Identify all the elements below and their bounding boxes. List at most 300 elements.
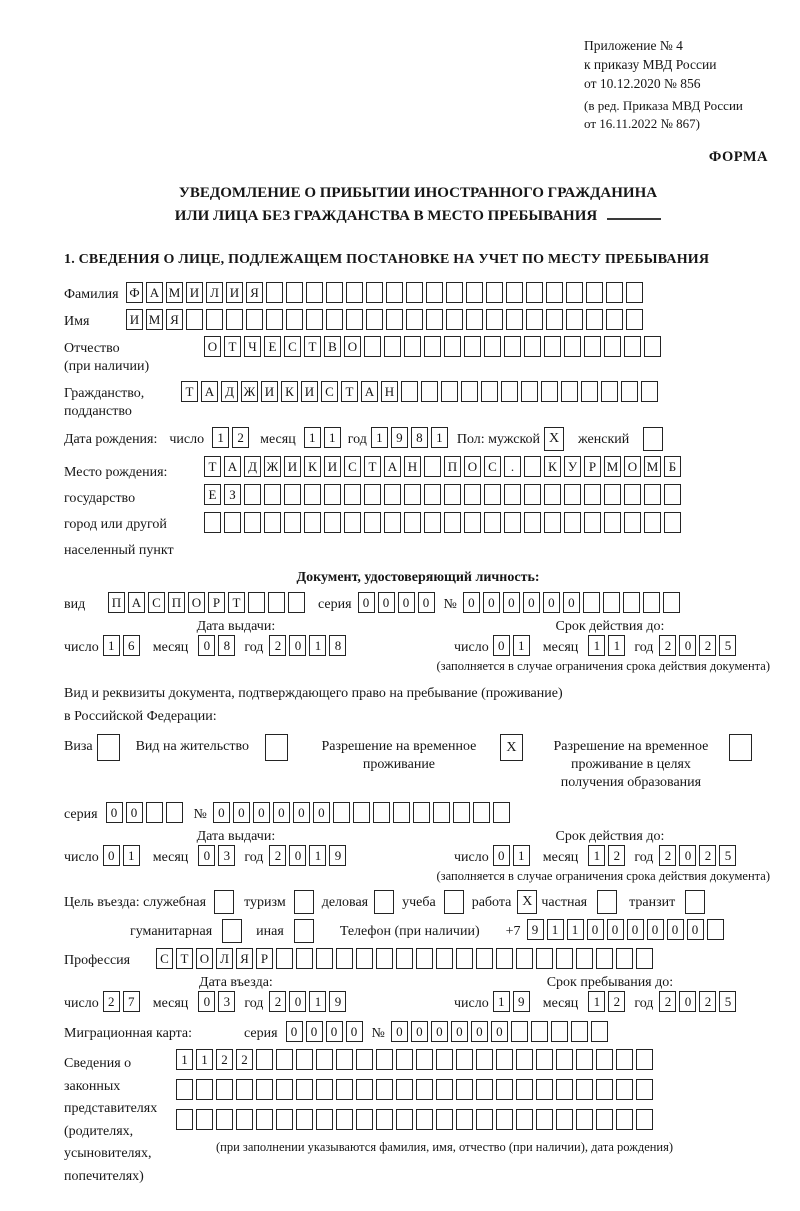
char-cell[interactable] <box>196 1079 213 1100</box>
char-cell[interactable] <box>524 336 541 357</box>
char-cell[interactable] <box>446 282 463 303</box>
char-cell[interactable]: 0 <box>493 635 510 656</box>
char-cell[interactable] <box>526 309 543 330</box>
char-cell[interactable] <box>416 1079 433 1100</box>
char-cell[interactable]: 0 <box>463 592 480 613</box>
char-cell[interactable] <box>364 484 381 505</box>
char-cell[interactable]: 2 <box>608 845 625 866</box>
char-cell[interactable]: И <box>284 456 301 477</box>
char-cell[interactable] <box>496 1049 513 1070</box>
char-cell[interactable] <box>516 1049 533 1070</box>
char-cell[interactable] <box>296 948 313 969</box>
char-cell[interactable] <box>476 1109 493 1130</box>
char-cell[interactable] <box>424 456 441 477</box>
char-cell[interactable]: 0 <box>679 635 696 656</box>
char-cell[interactable]: 2 <box>659 635 676 656</box>
char-cell[interactable]: 2 <box>699 635 716 656</box>
char-cell[interactable] <box>624 484 641 505</box>
char-cell[interactable]: Р <box>208 592 225 613</box>
char-cell[interactable]: 1 <box>431 427 448 448</box>
char-cell[interactable] <box>346 282 363 303</box>
char-cell[interactable] <box>556 1109 573 1130</box>
char-cell[interactable] <box>406 282 423 303</box>
char-cell[interactable]: 1 <box>309 845 326 866</box>
char-cell[interactable]: 2 <box>232 427 249 448</box>
char-cell[interactable] <box>396 948 413 969</box>
char-cell[interactable] <box>401 381 418 402</box>
char-cell[interactable] <box>386 309 403 330</box>
char-cell[interactable] <box>521 381 538 402</box>
char-cell[interactable] <box>584 512 601 533</box>
char-cell[interactable]: С <box>284 336 301 357</box>
char-cell[interactable] <box>356 948 373 969</box>
char-cell[interactable]: Д <box>221 381 238 402</box>
char-cell[interactable]: П <box>444 456 461 477</box>
char-cell[interactable] <box>336 1049 353 1070</box>
char-cell[interactable]: 5 <box>719 635 736 656</box>
char-cell[interactable]: 9 <box>391 427 408 448</box>
char-cell[interactable] <box>564 484 581 505</box>
char-cell[interactable] <box>316 948 333 969</box>
char-cell[interactable] <box>604 336 621 357</box>
char-cell[interactable]: 0 <box>289 635 306 656</box>
char-cell[interactable] <box>504 484 521 505</box>
purpose-official-checkbox[interactable] <box>214 890 234 914</box>
char-cell[interactable]: М <box>146 309 163 330</box>
char-cell[interactable]: 0 <box>198 635 215 656</box>
char-cell[interactable]: Ж <box>264 456 281 477</box>
char-cell[interactable]: 9 <box>329 991 346 1012</box>
char-cell[interactable] <box>421 381 438 402</box>
char-cell[interactable]: 1 <box>547 919 564 940</box>
char-cell[interactable] <box>576 1079 593 1100</box>
char-cell[interactable]: 0 <box>286 1021 303 1042</box>
char-cell[interactable]: 0 <box>627 919 644 940</box>
char-cell[interactable]: 0 <box>358 592 375 613</box>
char-cell[interactable] <box>561 381 578 402</box>
char-cell[interactable]: 1 <box>588 845 605 866</box>
char-cell[interactable]: 0 <box>293 802 310 823</box>
char-cell[interactable]: 0 <box>289 991 306 1012</box>
char-cell[interactable] <box>556 1079 573 1100</box>
char-cell[interactable] <box>416 1049 433 1070</box>
char-cell[interactable]: 0 <box>198 991 215 1012</box>
char-cell[interactable]: 0 <box>563 592 580 613</box>
char-cell[interactable] <box>586 309 603 330</box>
char-cell[interactable] <box>524 512 541 533</box>
char-cell[interactable] <box>481 381 498 402</box>
char-cell[interactable] <box>586 282 603 303</box>
char-cell[interactable] <box>476 1049 493 1070</box>
char-cell[interactable]: А <box>384 456 401 477</box>
char-cell[interactable] <box>236 1109 253 1130</box>
char-cell[interactable] <box>404 336 421 357</box>
char-cell[interactable] <box>484 336 501 357</box>
char-cell[interactable]: 0 <box>667 919 684 940</box>
char-cell[interactable]: 0 <box>126 802 143 823</box>
char-cell[interactable] <box>276 948 293 969</box>
char-cell[interactable] <box>571 1021 588 1042</box>
char-cell[interactable]: 2 <box>269 635 286 656</box>
char-cell[interactable] <box>236 1079 253 1100</box>
char-cell[interactable] <box>461 381 478 402</box>
char-cell[interactable] <box>591 1021 608 1042</box>
char-cell[interactable] <box>524 456 541 477</box>
char-cell[interactable]: 0 <box>493 845 510 866</box>
char-cell[interactable] <box>344 484 361 505</box>
char-cell[interactable]: 0 <box>543 592 560 613</box>
char-cell[interactable]: 0 <box>306 1021 323 1042</box>
char-cell[interactable] <box>504 336 521 357</box>
char-cell[interactable]: И <box>324 456 341 477</box>
char-cell[interactable] <box>404 512 421 533</box>
char-cell[interactable] <box>556 948 573 969</box>
char-cell[interactable] <box>644 484 661 505</box>
char-cell[interactable]: 0 <box>346 1021 363 1042</box>
temp-residence-edu-checkbox[interactable] <box>729 734 752 761</box>
char-cell[interactable]: 1 <box>123 845 140 866</box>
char-cell[interactable] <box>424 512 441 533</box>
char-cell[interactable] <box>426 282 443 303</box>
char-cell[interactable] <box>244 484 261 505</box>
sex-female-checkbox[interactable] <box>643 427 663 451</box>
char-cell[interactable] <box>146 802 163 823</box>
char-cell[interactable] <box>441 381 458 402</box>
char-cell[interactable] <box>413 802 430 823</box>
char-cell[interactable]: 0 <box>213 802 230 823</box>
char-cell[interactable]: 8 <box>218 635 235 656</box>
char-cell[interactable] <box>504 512 521 533</box>
char-cell[interactable] <box>176 1079 193 1100</box>
char-cell[interactable]: 0 <box>233 802 250 823</box>
purpose-tourism-checkbox[interactable] <box>294 890 314 914</box>
char-cell[interactable]: 1 <box>513 635 530 656</box>
char-cell[interactable] <box>353 802 370 823</box>
char-cell[interactable] <box>426 309 443 330</box>
char-cell[interactable] <box>636 948 653 969</box>
char-cell[interactable]: С <box>148 592 165 613</box>
char-cell[interactable] <box>216 1079 233 1100</box>
char-cell[interactable] <box>626 282 643 303</box>
char-cell[interactable] <box>516 1079 533 1100</box>
char-cell[interactable]: 5 <box>719 991 736 1012</box>
temp-residence-checkbox[interactable]: X <box>500 734 523 761</box>
char-cell[interactable] <box>286 282 303 303</box>
char-cell[interactable] <box>546 309 563 330</box>
char-cell[interactable]: Ч <box>244 336 261 357</box>
char-cell[interactable] <box>606 282 623 303</box>
char-cell[interactable]: 0 <box>607 919 624 940</box>
char-cell[interactable] <box>384 336 401 357</box>
char-cell[interactable]: 0 <box>523 592 540 613</box>
char-cell[interactable]: П <box>108 592 125 613</box>
char-cell[interactable] <box>464 336 481 357</box>
char-cell[interactable] <box>626 309 643 330</box>
char-cell[interactable] <box>584 336 601 357</box>
char-cell[interactable] <box>556 1049 573 1070</box>
char-cell[interactable]: Т <box>176 948 193 969</box>
char-cell[interactable]: 2 <box>103 991 120 1012</box>
char-cell[interactable] <box>584 484 601 505</box>
char-cell[interactable] <box>446 309 463 330</box>
char-cell[interactable] <box>616 1049 633 1070</box>
char-cell[interactable]: 0 <box>679 991 696 1012</box>
char-cell[interactable] <box>623 592 640 613</box>
char-cell[interactable]: 0 <box>411 1021 428 1042</box>
char-cell[interactable] <box>536 948 553 969</box>
char-cell[interactable]: 1 <box>309 635 326 656</box>
purpose-private-checkbox[interactable] <box>597 890 617 914</box>
char-cell[interactable] <box>596 948 613 969</box>
char-cell[interactable] <box>256 1079 273 1100</box>
char-cell[interactable] <box>306 282 323 303</box>
char-cell[interactable]: 1 <box>608 635 625 656</box>
char-cell[interactable] <box>436 1079 453 1100</box>
char-cell[interactable]: А <box>201 381 218 402</box>
char-cell[interactable] <box>621 381 638 402</box>
char-cell[interactable] <box>256 1049 273 1070</box>
char-cell[interactable] <box>424 336 441 357</box>
char-cell[interactable]: Т <box>304 336 321 357</box>
char-cell[interactable] <box>364 336 381 357</box>
char-cell[interactable] <box>276 1109 293 1130</box>
char-cell[interactable] <box>324 484 341 505</box>
char-cell[interactable] <box>336 1109 353 1130</box>
char-cell[interactable] <box>286 309 303 330</box>
char-cell[interactable]: И <box>186 282 203 303</box>
char-cell[interactable] <box>376 1079 393 1100</box>
char-cell[interactable]: 0 <box>106 802 123 823</box>
char-cell[interactable] <box>636 1049 653 1070</box>
purpose-transit-checkbox[interactable] <box>685 890 705 914</box>
char-cell[interactable]: 0 <box>451 1021 468 1042</box>
char-cell[interactable] <box>284 512 301 533</box>
char-cell[interactable]: 9 <box>329 845 346 866</box>
char-cell[interactable]: О <box>196 948 213 969</box>
char-cell[interactable] <box>256 1109 273 1130</box>
char-cell[interactable] <box>566 282 583 303</box>
char-cell[interactable]: 2 <box>216 1049 233 1070</box>
char-cell[interactable] <box>424 484 441 505</box>
char-cell[interactable] <box>224 512 241 533</box>
char-cell[interactable] <box>564 336 581 357</box>
char-cell[interactable]: 0 <box>503 592 520 613</box>
char-cell[interactable] <box>436 1049 453 1070</box>
char-cell[interactable]: 0 <box>326 1021 343 1042</box>
char-cell[interactable] <box>376 948 393 969</box>
char-cell[interactable] <box>596 1049 613 1070</box>
char-cell[interactable] <box>544 336 561 357</box>
char-cell[interactable] <box>516 948 533 969</box>
char-cell[interactable]: Е <box>204 484 221 505</box>
char-cell[interactable]: Т <box>181 381 198 402</box>
char-cell[interactable] <box>436 948 453 969</box>
char-cell[interactable]: Т <box>341 381 358 402</box>
char-cell[interactable] <box>581 381 598 402</box>
char-cell[interactable] <box>516 1109 533 1130</box>
char-cell[interactable]: А <box>361 381 378 402</box>
char-cell[interactable] <box>206 309 223 330</box>
char-cell[interactable] <box>268 592 285 613</box>
char-cell[interactable]: 2 <box>659 991 676 1012</box>
char-cell[interactable]: 8 <box>411 427 428 448</box>
char-cell[interactable] <box>664 512 681 533</box>
char-cell[interactable]: 0 <box>253 802 270 823</box>
char-cell[interactable] <box>456 1079 473 1100</box>
char-cell[interactable] <box>456 948 473 969</box>
char-cell[interactable]: К <box>544 456 561 477</box>
char-cell[interactable] <box>264 484 281 505</box>
char-cell[interactable] <box>604 512 621 533</box>
char-cell[interactable] <box>296 1079 313 1100</box>
char-cell[interactable] <box>333 802 350 823</box>
char-cell[interactable] <box>336 948 353 969</box>
char-cell[interactable] <box>266 282 283 303</box>
purpose-work-checkbox[interactable]: X <box>517 890 537 914</box>
char-cell[interactable] <box>466 282 483 303</box>
char-cell[interactable] <box>616 1079 633 1100</box>
char-cell[interactable]: Р <box>256 948 273 969</box>
char-cell[interactable] <box>246 309 263 330</box>
char-cell[interactable] <box>616 948 633 969</box>
char-cell[interactable] <box>546 282 563 303</box>
char-cell[interactable]: Ф <box>126 282 143 303</box>
char-cell[interactable] <box>604 484 621 505</box>
purpose-study-checkbox[interactable] <box>444 890 464 914</box>
char-cell[interactable]: А <box>128 592 145 613</box>
char-cell[interactable] <box>264 512 281 533</box>
char-cell[interactable] <box>456 1049 473 1070</box>
char-cell[interactable] <box>636 1109 653 1130</box>
char-cell[interactable]: 2 <box>659 845 676 866</box>
char-cell[interactable] <box>484 484 501 505</box>
char-cell[interactable] <box>501 381 518 402</box>
char-cell[interactable]: 3 <box>218 845 235 866</box>
char-cell[interactable] <box>707 919 724 940</box>
char-cell[interactable] <box>186 309 203 330</box>
char-cell[interactable]: 6 <box>123 635 140 656</box>
char-cell[interactable] <box>384 512 401 533</box>
char-cell[interactable] <box>396 1049 413 1070</box>
char-cell[interactable] <box>176 1109 193 1130</box>
char-cell[interactable] <box>204 512 221 533</box>
char-cell[interactable]: Д <box>244 456 261 477</box>
char-cell[interactable] <box>216 1109 233 1130</box>
char-cell[interactable] <box>276 1079 293 1100</box>
char-cell[interactable] <box>296 1109 313 1130</box>
char-cell[interactable] <box>296 1049 313 1070</box>
char-cell[interactable] <box>304 484 321 505</box>
char-cell[interactable]: 0 <box>391 1021 408 1042</box>
char-cell[interactable] <box>306 309 323 330</box>
char-cell[interactable]: 2 <box>269 991 286 1012</box>
char-cell[interactable] <box>576 948 593 969</box>
char-cell[interactable] <box>326 309 343 330</box>
char-cell[interactable]: 1 <box>513 845 530 866</box>
char-cell[interactable] <box>596 1079 613 1100</box>
char-cell[interactable]: 0 <box>418 592 435 613</box>
char-cell[interactable] <box>336 1079 353 1100</box>
char-cell[interactable]: 0 <box>313 802 330 823</box>
char-cell[interactable] <box>356 1109 373 1130</box>
char-cell[interactable]: 9 <box>513 991 530 1012</box>
char-cell[interactable] <box>433 802 450 823</box>
char-cell[interactable] <box>316 1079 333 1100</box>
char-cell[interactable]: 1 <box>567 919 584 940</box>
char-cell[interactable]: П <box>168 592 185 613</box>
char-cell[interactable] <box>511 1021 528 1042</box>
char-cell[interactable]: Б <box>664 456 681 477</box>
char-cell[interactable] <box>466 309 483 330</box>
char-cell[interactable] <box>636 1079 653 1100</box>
char-cell[interactable]: 0 <box>679 845 696 866</box>
char-cell[interactable] <box>346 309 363 330</box>
char-cell[interactable] <box>476 948 493 969</box>
char-cell[interactable] <box>531 1021 548 1042</box>
char-cell[interactable] <box>544 484 561 505</box>
char-cell[interactable] <box>464 484 481 505</box>
char-cell[interactable] <box>364 512 381 533</box>
char-cell[interactable] <box>196 1109 213 1130</box>
char-cell[interactable]: Т <box>204 456 221 477</box>
char-cell[interactable]: 1 <box>588 635 605 656</box>
char-cell[interactable]: И <box>301 381 318 402</box>
char-cell[interactable]: М <box>644 456 661 477</box>
char-cell[interactable] <box>624 336 641 357</box>
char-cell[interactable]: 5 <box>719 845 736 866</box>
char-cell[interactable]: 1 <box>212 427 229 448</box>
char-cell[interactable] <box>373 802 390 823</box>
char-cell[interactable] <box>344 512 361 533</box>
char-cell[interactable] <box>356 1049 373 1070</box>
char-cell[interactable]: К <box>281 381 298 402</box>
char-cell[interactable]: 1 <box>304 427 321 448</box>
char-cell[interactable] <box>166 802 183 823</box>
char-cell[interactable] <box>641 381 658 402</box>
char-cell[interactable] <box>366 282 383 303</box>
char-cell[interactable]: К <box>304 456 321 477</box>
char-cell[interactable]: Я <box>236 948 253 969</box>
char-cell[interactable]: Н <box>404 456 421 477</box>
char-cell[interactable] <box>541 381 558 402</box>
char-cell[interactable] <box>603 592 620 613</box>
char-cell[interactable] <box>304 512 321 533</box>
char-cell[interactable] <box>536 1049 553 1070</box>
char-cell[interactable]: С <box>156 948 173 969</box>
char-cell[interactable] <box>566 309 583 330</box>
char-cell[interactable] <box>506 282 523 303</box>
char-cell[interactable] <box>526 282 543 303</box>
char-cell[interactable] <box>493 802 510 823</box>
char-cell[interactable] <box>606 309 623 330</box>
char-cell[interactable]: 1 <box>309 991 326 1012</box>
char-cell[interactable] <box>496 1109 513 1130</box>
char-cell[interactable] <box>396 1079 413 1100</box>
char-cell[interactable] <box>644 512 661 533</box>
char-cell[interactable]: И <box>126 309 143 330</box>
char-cell[interactable] <box>624 512 641 533</box>
char-cell[interactable] <box>316 1109 333 1130</box>
char-cell[interactable]: Е <box>264 336 281 357</box>
char-cell[interactable]: Н <box>381 381 398 402</box>
sex-male-checkbox[interactable]: X <box>544 427 564 451</box>
char-cell[interactable] <box>376 1049 393 1070</box>
char-cell[interactable]: О <box>344 336 361 357</box>
char-cell[interactable]: 1 <box>324 427 341 448</box>
char-cell[interactable]: О <box>464 456 481 477</box>
char-cell[interactable] <box>248 592 265 613</box>
char-cell[interactable]: З <box>224 484 241 505</box>
